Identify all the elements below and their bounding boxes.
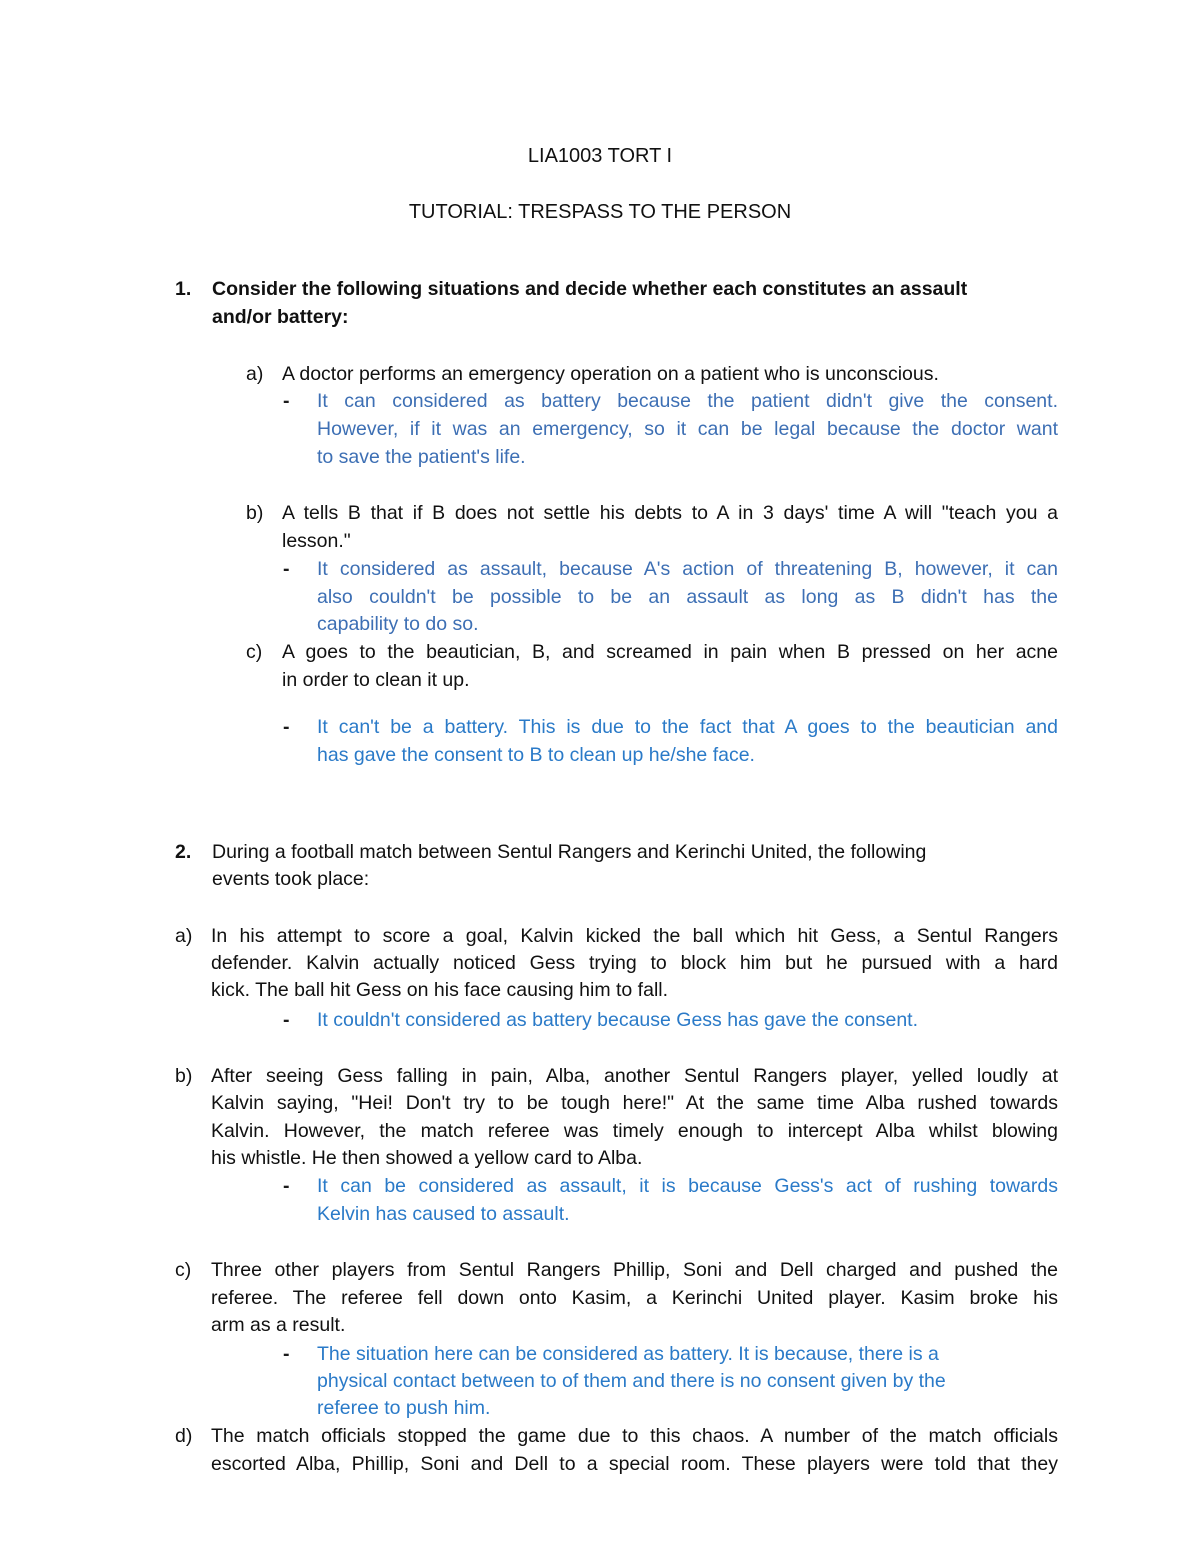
q1-number: 1. <box>175 278 192 300</box>
q2c-answer: physical contact between to of them and there is no consent given by the <box>317 1370 946 1392</box>
q2a-text: defender. Kalvin actually noticed Gess trying to block him but he pursued with a hard <box>211 952 1058 974</box>
q1a-answer: It can considered as battery because the patient didn't give the consent. <box>317 390 1058 412</box>
q1-prompt-line: Consider the following situations and decide whether each constitutes an assault <box>212 278 968 300</box>
q1b-text: A tells B that if B does not settle his debts to A in 3 days' time A will "teach you a <box>282 502 1058 524</box>
q2b-text: Kalvin. However, the match referee was timely enough to intercept Alba whilst blowing <box>211 1120 1058 1142</box>
q1b-marker: b) <box>246 502 264 524</box>
q2-intro-line: events took place: <box>212 868 370 890</box>
q2a-text: In his attempt to score a goal, Kalvin kicked the ball which hit Gess, a Sentul Rangers <box>211 925 1058 947</box>
q2b-text: After seeing Gess falling in pain, Alba, another Sentul Rangers player, yelled loudly at <box>211 1065 1058 1087</box>
q1b-answer: capability to do so. <box>317 613 479 635</box>
course-title: LIA1003 TORT I <box>527 145 673 167</box>
q2-intro-line: During a football match between Sentul Rangers and Kerinchi United, the following <box>212 841 927 863</box>
q1c-answer: It can't be a battery. This is due to the fact that A goes to the beautician and <box>317 716 1058 738</box>
q1b-dash: - <box>283 558 290 580</box>
q2a-text: kick. The ball hit Gess on his face causing him to fall. <box>211 979 669 1001</box>
q1b-answer: It considered as assault, because A's action of threatening B, however, it can <box>317 558 1058 580</box>
q1a-text: A doctor performs an emergency operation on a patient who is unconscious. <box>282 363 939 385</box>
q2c-answer: The situation here can be considered as battery. It is because, there is a <box>317 1343 939 1365</box>
q1c-marker: c) <box>246 641 263 663</box>
q1b-answer: also couldn't be possible to be an assault as long as B didn't has the <box>317 586 1058 608</box>
q2c-text: referee. The referee fell down onto Kasim, a Kerinchi United player. Kasim broke his <box>211 1287 1058 1309</box>
q2d-marker: d) <box>175 1425 193 1447</box>
q2b-answer: Kelvin has caused to assault. <box>317 1203 570 1225</box>
q1a-answer: to save the patient's life. <box>317 446 526 468</box>
q2c-dash: - <box>283 1343 290 1365</box>
q1c-text: in order to clean it up. <box>282 669 470 691</box>
q2c-marker: c) <box>175 1259 192 1281</box>
q2-number: 2. <box>175 841 192 863</box>
q2c-text: Three other players from Sentul Rangers Phillip, Soni and Dell charged and pushed the <box>211 1259 1058 1281</box>
q2c-answer: referee to push him. <box>317 1397 491 1419</box>
q2a-dash: - <box>283 1009 290 1031</box>
q1c-text: A goes to the beautician, B, and screamed in pain when B pressed on her acne <box>282 641 1058 663</box>
q2b-text: Kalvin saying, "Hei! Don't try to be tough here!" At the same time Alba rushed towards <box>211 1092 1058 1114</box>
q1c-dash: - <box>283 716 290 738</box>
q2a-marker: a) <box>175 925 193 947</box>
tutorial-title: TUTORIAL: TRESPASS TO THE PERSON <box>408 201 792 223</box>
q2d-text: escorted Alba, Phillip, Soni and Dell to a special room. These players were told that they <box>211 1453 1058 1475</box>
q2d-text: The match officials stopped the game due to this chaos. A number of the match officials <box>211 1425 1058 1447</box>
q2b-answer: It can be considered as assault, it is because Gess's act of rushing towards <box>317 1175 1058 1197</box>
q1c-answer: has gave the consent to B to clean up he/she face. <box>317 744 755 766</box>
q1a-marker: a) <box>246 363 264 385</box>
q2b-text: his whistle. He then showed a yellow card to Alba. <box>211 1147 643 1169</box>
q1-prompt-line: and/or battery: <box>212 306 349 328</box>
q1a-dash: - <box>283 390 290 412</box>
q2c-text: arm as a result. <box>211 1314 346 1336</box>
q1a-answer: However, if it was an emergency, so it can be legal because the doctor want <box>317 418 1058 440</box>
q2a-answer: It couldn't considered as battery because Gess has gave the consent. <box>317 1009 919 1031</box>
q2b-marker: b) <box>175 1065 193 1087</box>
q1b-text: lesson." <box>282 530 351 552</box>
q2b-dash: - <box>283 1175 290 1197</box>
